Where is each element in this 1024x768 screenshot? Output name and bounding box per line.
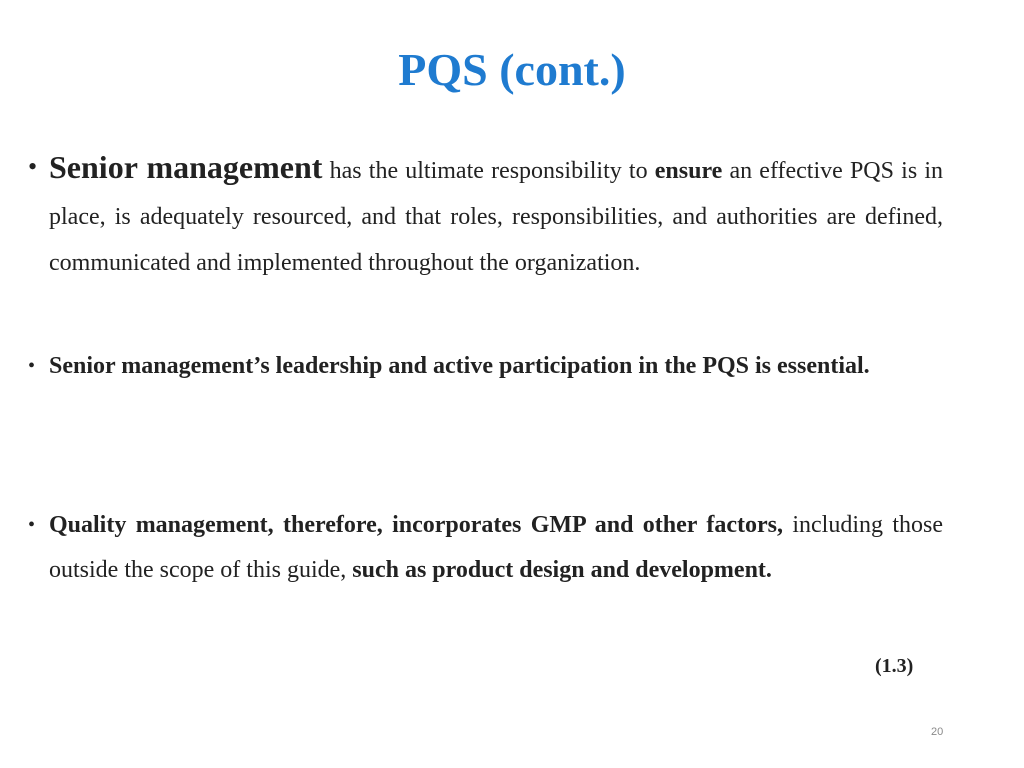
bullet-dot: • (28, 514, 36, 536)
bullet-emphasis: such as product design and development. (352, 557, 772, 583)
bullet-senior-management-leadership (28, 344, 943, 389)
bullet-quality-management (28, 503, 943, 593)
bullet-lead: Senior management (49, 149, 323, 185)
bullet-text (49, 144, 943, 286)
bullet-emphasis: Senior management’s leadership and active participation in the PQS is essential. (49, 353, 870, 379)
bullet-senior-management-responsibility (28, 144, 943, 286)
bullet-text (49, 344, 943, 389)
bullet-text (49, 503, 943, 593)
bullet-dot: • (28, 152, 38, 181)
bullet-text-part: has the ultimate responsibility to (322, 158, 655, 184)
bullet-emphasis: Quality management, therefore, incorporates GMP and other factors, (49, 512, 783, 538)
bullet-text-part: including those outside the scope of this guide, (49, 512, 943, 583)
page-number: 20 (931, 726, 944, 738)
bullet-dot: • (28, 355, 36, 377)
reference-label: (1.3) (875, 655, 914, 677)
bullet-emphasis: ensure (654, 158, 723, 184)
slide-title: PQS (cont.) (398, 44, 626, 95)
bullet-text-part: an effective PQS is in place, is adequately resourced, and that roles, responsibilities, and authorities are defined, communicated and implemented throughout the organization. (49, 158, 943, 276)
